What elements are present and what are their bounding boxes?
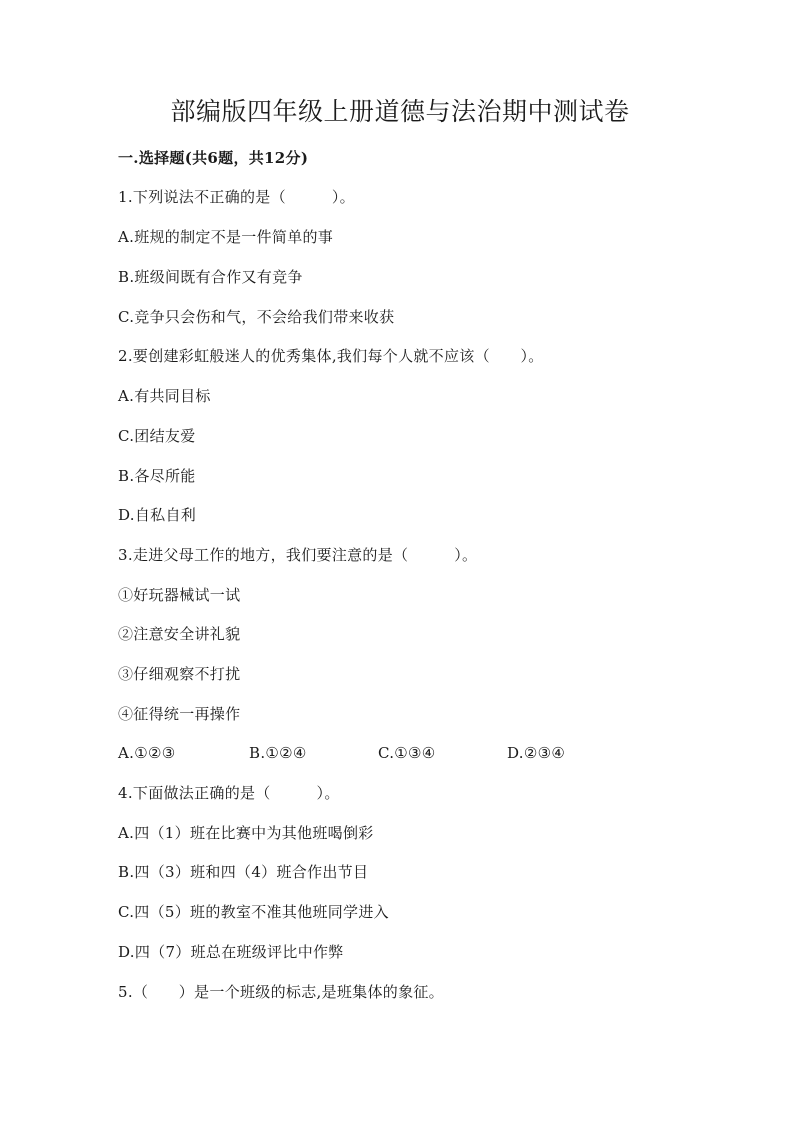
question-1-option-c: C.竞争只会伤和气，不会给我们带来收获 (118, 308, 395, 326)
question-2-option-1: A.有共同目标 (118, 387, 211, 405)
page-title: 部编版四年级上册道德与法治期中测试卷 (170, 97, 630, 126)
question-3-stem: 3.走进父母工作的地方，我们要注意的是（ ）。 (118, 546, 478, 564)
question-2-option-3: B.各尽所能 (118, 467, 196, 485)
question-1-stem: 1.下列说法不正确的是（ ）。 (118, 188, 355, 206)
question-3-statement-3: ③仔细观察不打扰 (118, 665, 241, 683)
question-2-option-2: C.团结友爱 (118, 427, 196, 445)
question-4-option-a: A.四（1）班在比赛中为其他班喝倒彩 (118, 824, 374, 842)
question-4-option-d: D.四（7）班总在班级评比中作弊 (118, 943, 344, 961)
question-4-option-b: B.四（3）班和四（4）班合作出节目 (118, 863, 369, 881)
question-1-option-b: B.班级间既有合作又有竞争 (118, 268, 303, 286)
question-3-choice-d: D.②③④ (507, 744, 566, 762)
question-3-choices (118, 743, 718, 763)
question-3-statement-2: ②注意安全讲礼貌 (118, 625, 241, 643)
question-5-stem: 5.（ ）是一个班级的标志,是班集体的象征。 (118, 983, 444, 1001)
question-2-stem: 2.要创建彩虹般迷人的优秀集体,我们每个人就不应该（ ）。 (118, 347, 544, 365)
question-3-choice-c: C.①③④ (378, 744, 436, 762)
question-3-choice-a: A.①②③ (118, 744, 176, 762)
question-4-option-c: C.四（5）班的教室不准其他班同学进入 (118, 903, 389, 921)
question-3-statement-4: ④征得统一再操作 (118, 705, 241, 723)
question-3-statement-1: ①好玩器械试一试 (118, 586, 241, 604)
question-2-option-4: D.自私自利 (118, 506, 197, 524)
question-4-stem: 4.下面做法正确的是（ ）。 (118, 784, 340, 802)
question-3-choice-b: B.①②④ (249, 744, 307, 762)
question-1-option-a: A.班规的制定不是一件简单的事 (118, 228, 334, 246)
section-heading: 一.选择题(共6题，共12分) (118, 149, 309, 167)
